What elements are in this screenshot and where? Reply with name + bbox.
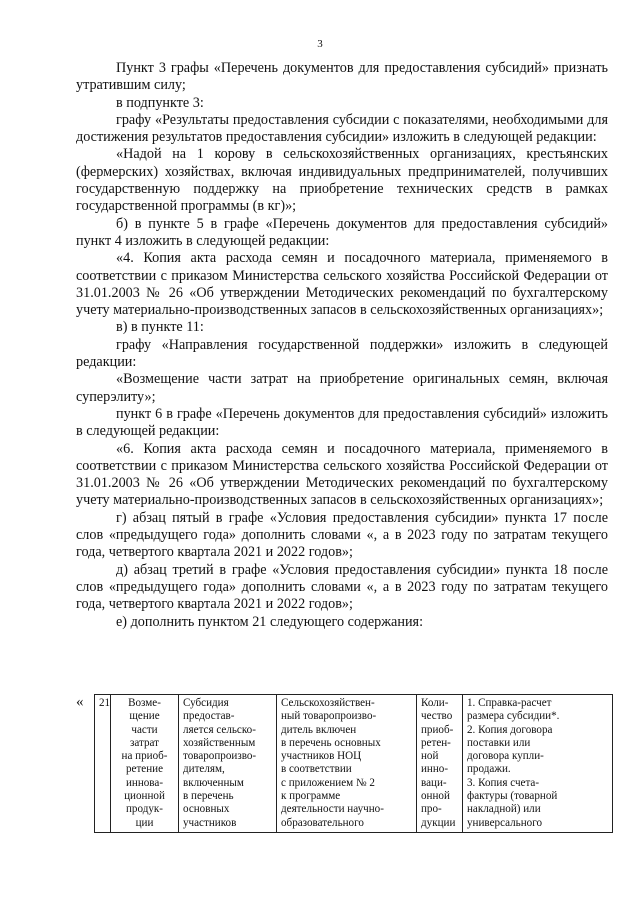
cell-line: накладной) или: [467, 803, 541, 816]
cell-line: Коли-: [421, 697, 449, 709]
cell-documents: [463, 695, 613, 833]
cell-line: основных: [183, 803, 230, 816]
cell-recipient: [277, 695, 417, 833]
cell-line: ретение: [125, 763, 164, 776]
paragraph: графу «Результаты предоставления субсидии с показателями, необходимыми для достижения результатов предоставления субсидии» изложить в следующей редакции:: [76, 111, 608, 146]
cell-line: продажи.: [467, 763, 511, 776]
cell-line: образовательного: [281, 816, 364, 829]
cell-line: приоб-: [421, 723, 454, 736]
cell-line: хозяйственным: [183, 736, 256, 749]
paragraph: б) в пункте 5 в графе «Перечень документов для предоставления субсидий» пункт 4 изложить в следующей редакции:: [76, 215, 608, 249]
document-body: [76, 60, 608, 631]
paragraph: пункт 6 в графе «Перечень документов для предоставления субсидий» изложить в следующей редакции:: [76, 405, 608, 440]
cell-line: к программе: [281, 790, 341, 803]
cell-subsidy: [179, 695, 277, 833]
cell-line: продук-: [126, 803, 163, 816]
cell-line: включенным: [183, 776, 244, 789]
cell-line: Возме-: [128, 697, 161, 709]
cell-line: 3. Копия счета-: [467, 776, 540, 789]
cell-line: на приоб-: [121, 750, 168, 763]
table-row: [95, 695, 613, 833]
cell-line: Субсидия: [183, 697, 229, 709]
cell-line: размера субсидии*.: [467, 710, 560, 723]
cell-number: 21: [95, 695, 111, 833]
cell-line: с приложением № 2: [281, 776, 375, 789]
cell-line: щение: [129, 710, 160, 723]
cell-line: Сельскохозяйствен-: [281, 697, 375, 709]
page-number: 3: [317, 38, 323, 50]
cell-line: товаропроизво-: [183, 750, 257, 763]
subsidy-table: [94, 694, 613, 833]
cell-line: дителям,: [183, 763, 225, 776]
cell-line: 2. Копия договора: [467, 723, 553, 736]
cell-line: онной: [421, 790, 450, 803]
paragraph: в подпункте 3:: [116, 94, 204, 111]
cell-line: договора купли-: [467, 750, 544, 763]
cell-line: в перечень: [183, 790, 234, 803]
cell-line: инно-: [421, 763, 449, 776]
cell-line: ретен-: [421, 736, 451, 749]
paragraph: «6. Копия акта расхода семян и посадочного материала, применяемого в соответствии с приказом Министерства сельского хозяйства Российской Федерации от 31.01.2003 № 26 «Об утверждении Методических рекомендаций по бухгалтерскому учету материально-производственных запасов в сельскохозяйственных организациях»;: [76, 440, 608, 509]
cell-line: ваци-: [421, 776, 447, 789]
cell-line: иннова-: [125, 776, 164, 789]
paragraph: е) дополнить пунктом 21 следующего содержания:: [116, 613, 424, 630]
cell-line: в соответствии: [281, 763, 352, 776]
cell-direction: [111, 695, 179, 833]
cell-line: затрат: [129, 736, 160, 749]
cell-line: дукции: [421, 816, 456, 829]
cell-line: в перечень основных: [281, 736, 381, 749]
cell-line: чество: [421, 710, 453, 723]
paragraph: «Возмещение части затрат на приобретение оригинальных семян, включая суперэлиту»;: [76, 371, 608, 405]
paragraph: г) абзац пятый в графе «Условия предоставления субсидии» пункта 17 после слов «предыдущего года» дополнить словами «, а в 2023 году по затратам текущего года, четвертого квартала 2021 и 2022 годов»;: [76, 509, 608, 561]
cell-line: ции: [135, 816, 154, 829]
cell-line: ционной: [124, 790, 165, 803]
cell-line: про-: [421, 803, 442, 816]
cell-line: 1. Справка-расчет: [467, 697, 552, 709]
cell-line: предостав-: [183, 710, 235, 723]
paragraph: «Надой на 1 корову в сельскохозяйственных организациях, крестьянских (фермерских) хозяйствах, включая индивидуальных предпринимателей, получивших государственную поддержку на приобретение технических средств в рамках государственной программы (в кг)»;: [76, 146, 608, 215]
cell-line: дитель включен: [281, 723, 357, 736]
cell-line: деятельности научно-: [281, 803, 384, 816]
paragraph: «4. Копия акта расхода семян и посадочного материала, применяемого в соответствии с приказом Министерства сельского хозяйства Российской Федерации от 31.01.2003 № 26 «Об утверждении Методических рекомендаций по бухгалтерскому учету материально-производственных запасов в сельскохозяйственных организациях»;: [76, 250, 608, 319]
cell-line: части: [131, 723, 158, 736]
cell-line: поставки или: [467, 736, 531, 749]
cell-line: ляется сельско-: [183, 723, 256, 736]
cell-line: фактуры (товарной: [467, 790, 558, 803]
cell-line: универсального: [467, 816, 543, 829]
paragraph: Пункт 3 графы «Перечень документов для предоставления субсидий» признать утратившим силу;: [76, 60, 608, 94]
paragraph: д) абзац третий в графе «Условия предоставления субсидии» пункта 18 после слов «предыдущего года» дополнить словами «, а в 2023 году по затратам текущего года, четвертого квартала 2021 и 2022 годов»;: [76, 561, 608, 613]
paragraph: графу «Направления государственной поддержки» изложить в следующей редакции:: [76, 336, 608, 371]
open-quote: «: [76, 694, 84, 710]
cell-line: ной: [421, 750, 439, 763]
cell-line: ный товаропроизво-: [281, 710, 377, 723]
cell-indicator: [417, 695, 463, 833]
cell-line: участников НОЦ: [281, 750, 362, 763]
paragraph: в) в пункте 11:: [116, 319, 204, 336]
cell-line: участников: [183, 816, 237, 829]
